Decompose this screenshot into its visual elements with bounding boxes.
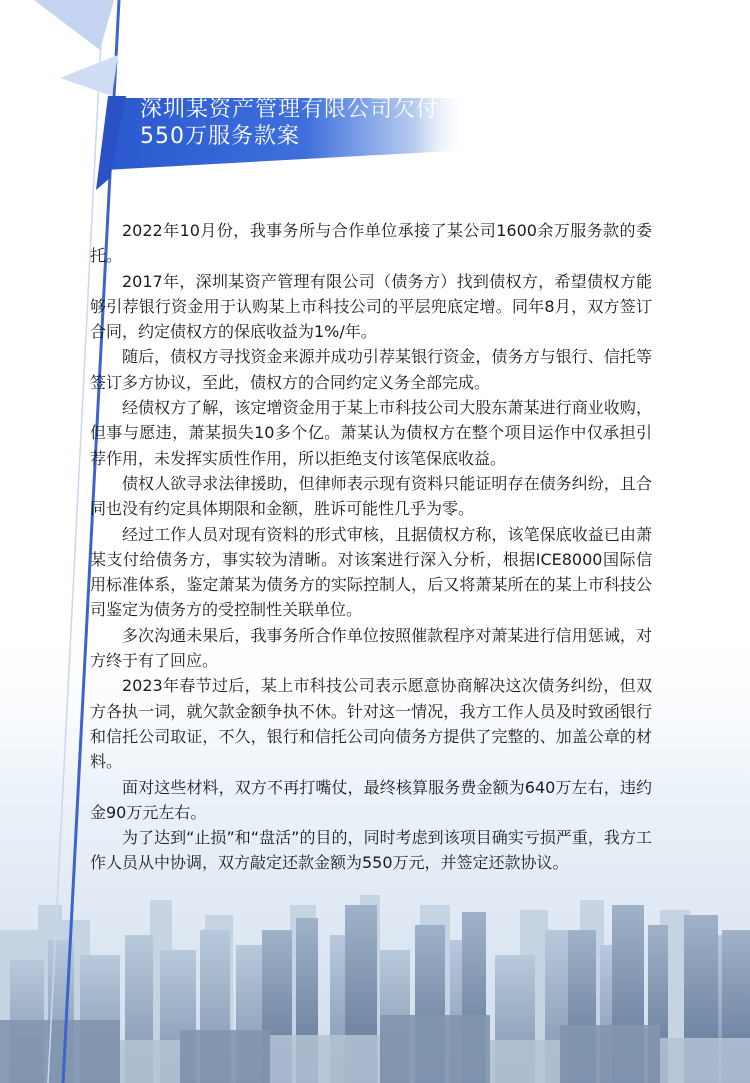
title-line-1: 深圳某资产管理有限公司欠付 bbox=[140, 97, 440, 122]
paragraph: 多次沟通未果后，我事务所合作单位按照催款程序对萧某进行信用惩诫，对方终于有了回应。 bbox=[90, 625, 652, 671]
paragraph: 2017年，深圳某资产管理有限公司（债务方）找到债权方，希望债权方能够引荐银行资金用于认购某上市科技公司的平层兜底定增。同年8月，双方签订合同，约定债权方的保底收益为1%/年。 bbox=[90, 271, 652, 342]
paragraph: 经债权方了解，该定增资金用于某上市科技公司大股东萧某进行商业收购，但事与愿违，萧某损失10多个亿。萧某认为债权方在整个项目运作中仅承担引荐作用，未发挥实质性作用，所以拒绝支付该笔保底收益。 bbox=[90, 398, 652, 468]
paragraph: 随后，债权方寻找资金来源并成功引荐某银行资金，债务方与银行、信托等签订多方协议，至此，债权方的合同约定义务全部完成。 bbox=[90, 347, 652, 392]
paragraph: 面对这些材料，双方不再打嘴仗，最终核算服务费金额为640万左右，违约金90万元左右。 bbox=[90, 777, 652, 822]
paragraph: 债权人欲寻求法律援助，但律师表示现有资料只能证明存在债务纠纷，且合同也没有约定具体期限和金额，胜诉可能性几乎为零。 bbox=[90, 473, 652, 519]
light-triangle-2 bbox=[60, 55, 118, 96]
paragraph: 2022年10月份，我事务所与合作单位承接了某公司1600余万服务款的委托。 bbox=[90, 221, 652, 266]
paragraph: 经过工作人员对现有资料的形式审核，且据债权方称，该笔保底收益已由萧某支付给债务方，事实较为清晰。对该案进行深入分析，根据ICE8000国际信用标准体系，鉴定萧某为债务方的实际控制人，后又将萧某所在的某上市科技公司鉴定为债务方的受控制性关联单位。 bbox=[90, 524, 652, 620]
light-triangle-1 bbox=[34, 0, 114, 50]
case-body bbox=[90, 218, 652, 876]
paragraph: 为了达到“止损”和“盘活”的目的，同时考虑到该项目确实亏损严重，我方工作人员从中协调，双方敲定还款金额为550万元，并签定还款协议。 bbox=[90, 828, 652, 873]
title-line-2: 550万服务款案 bbox=[140, 124, 300, 149]
page-title bbox=[140, 96, 540, 150]
paragraph: 2023年春节过后，某上市科技公司表示愿意协商解决这次债务纠纷，但双方各执一词，就欠款金额争执不休。针对这一情况，我方工作人员及时致函银行和信托公司取证，不久，银行和信托公司向债务方提供了完整的、加盖公章的材料。 bbox=[90, 676, 652, 772]
